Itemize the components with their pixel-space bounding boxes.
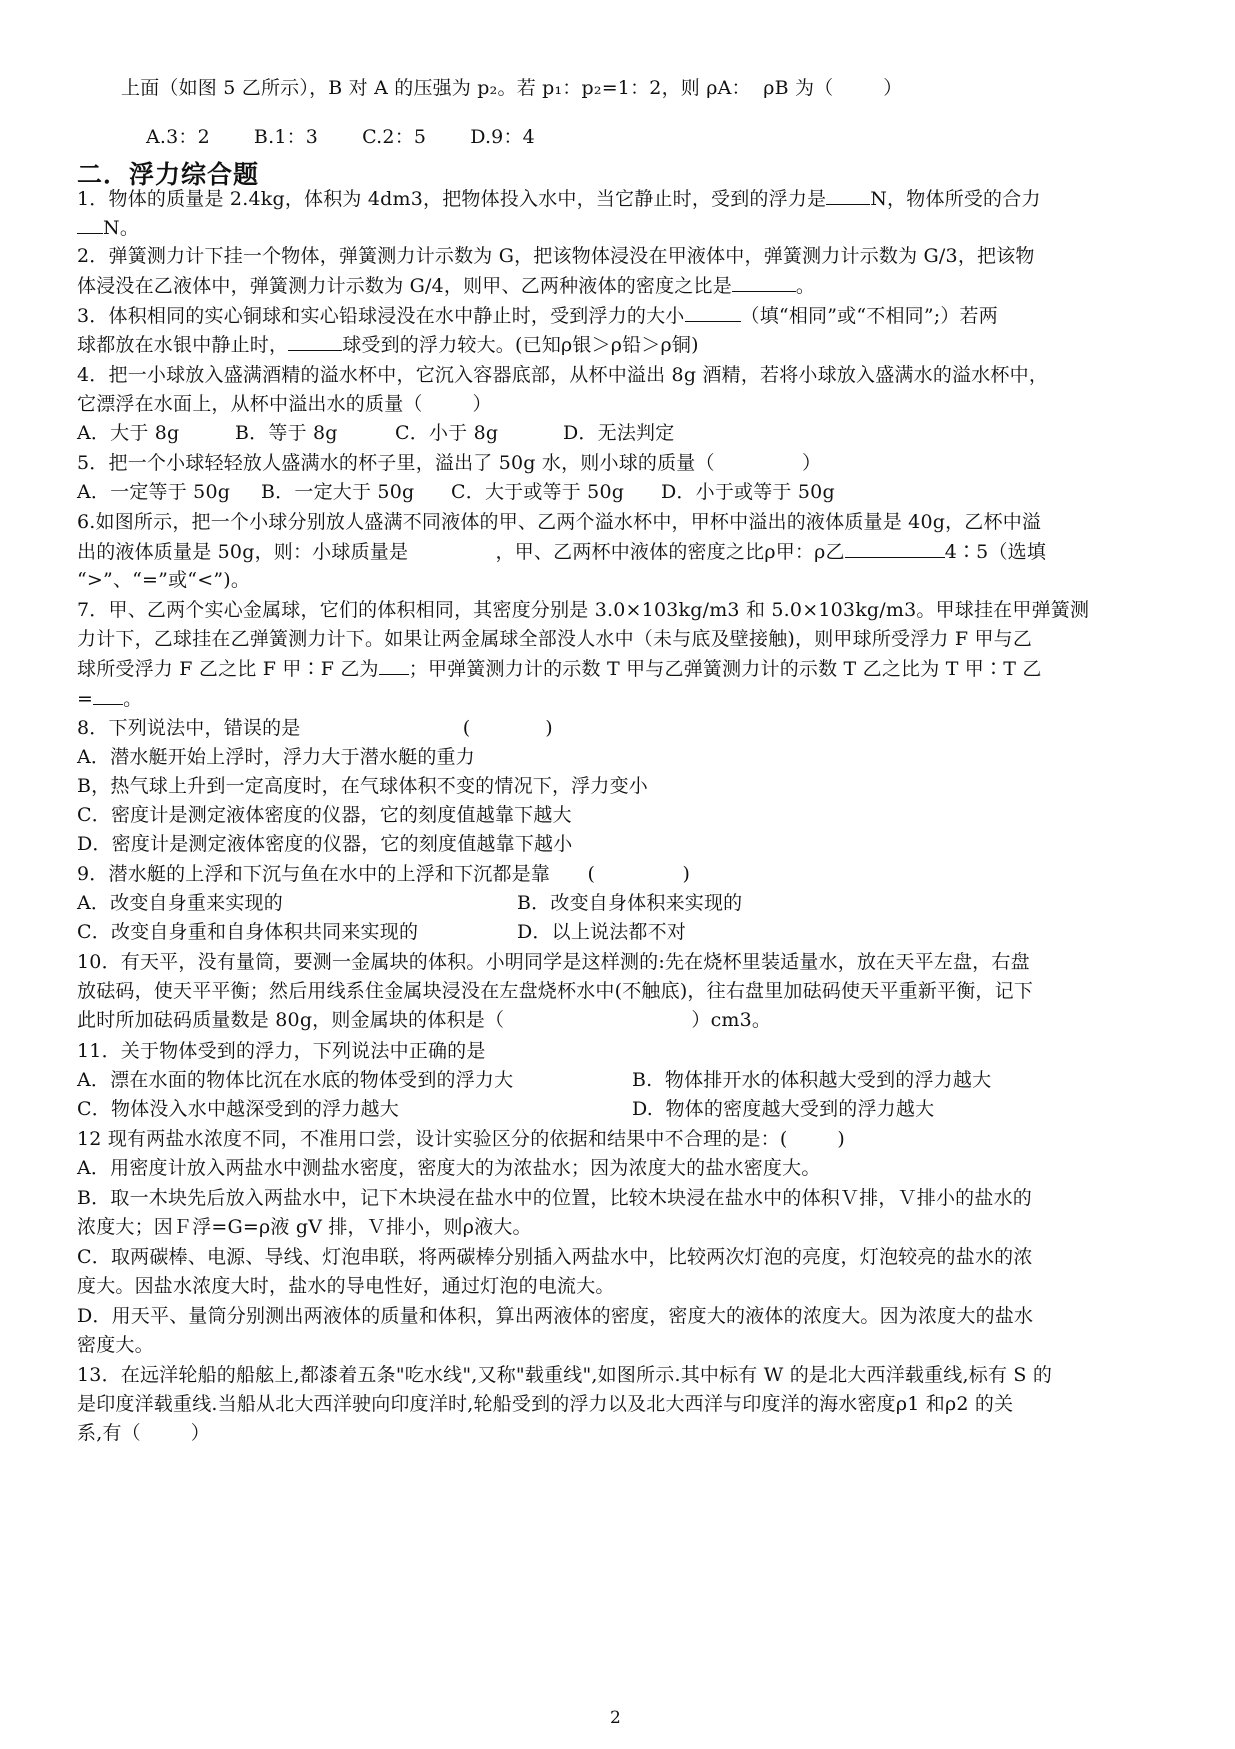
option-c: C．改变自身重和自身体积共同来实现的 <box>77 921 419 943</box>
q6-line3: “>”、“=”或“<”)。 <box>77 569 251 591</box>
answer-blank <box>77 215 103 234</box>
q8-option-d: D．密度计是测定液体密度的仪器，它的刻度值越靠下越小 <box>77 833 573 855</box>
prev-question-text: 上面（如图 5 乙所示），B 对 A 的压强为 p₂。若 p₁：p₂=1：2，则 ρA： ρB 为（ ） <box>121 77 903 99</box>
q9-options-row1 <box>77 891 742 915</box>
q12-option-c-line2: 度大。因盐水浓度大时，盐水的导电性好，通过灯泡的电流大。 <box>77 1275 615 1297</box>
q11-options-row1 <box>77 1068 991 1092</box>
option-a: A．大于 8g <box>77 422 180 444</box>
option-d: D．无法判定 <box>563 422 675 444</box>
q6-line2: 出的液体质量是 50g，则：小球质量是 ，甲、乙两杯中液体的密度之比ρ甲：ρ乙 4∶5（选填 <box>77 541 1047 563</box>
q9-options-row2 <box>77 920 686 944</box>
option-c: C．小于 8g <box>395 422 499 444</box>
q11-options-row2 <box>77 1097 934 1121</box>
q12-option-c-line1: C．取两碳棒、电源、导线、灯泡串联，将两碳棒分别插入两盐水中，比较两次灯泡的亮度，灯泡较亮的盐水的浓 <box>77 1246 1033 1268</box>
q1-line2: N。 <box>77 215 139 240</box>
q9-line1: 9．潜水艇的上浮和下沉与鱼在水中的上浮和下沉都是靠 ( ) <box>77 863 691 885</box>
option-a: A．漂在水面的物体比沉在水底的物体受到的浮力大 <box>77 1069 514 1091</box>
q6-line1: 6.如图所示，把一个小球分别放人盛满不同液体的甲、乙两个溢水杯中，甲杯中溢出的液体质量是 40g，乙杯中溢 <box>77 511 1042 533</box>
answer-blank <box>685 303 741 322</box>
q4-options <box>77 421 674 445</box>
option-b: B．等于 8g <box>235 422 338 444</box>
q5-options <box>77 480 835 504</box>
q7-line4: = 。 <box>77 688 143 710</box>
q2-line1: 2．弹簧测力计下挂一个物体，弹簧测力计示数为 G，把该物体浸没在甲液体中，弹簧测力计示数为 G/3，把该物 <box>77 245 1035 267</box>
option-a: A．一定等于 50g <box>77 481 231 503</box>
q13-line2: 是印度洋载重线.当船从北大西洋驶向印度洋时,轮船受到的浮力以及北大西洋与印度洋的海水密度ρ1 和ρ2 的关 <box>77 1393 1014 1415</box>
option-b: B.1：3 <box>253 126 319 148</box>
option-d: D．以上说法都不对 <box>517 921 687 943</box>
q13-line3: 系,有（ ） <box>77 1422 210 1444</box>
q1-line1: 1．物体的质量是 2.4kg，体积为 4dm3，把物体投入水中，当它静止时，受到的浮力是 N，物体所受的合力 <box>77 188 1041 210</box>
page-number: 2 <box>610 1708 621 1728</box>
section-title: 二．浮力综合题 <box>77 160 260 189</box>
option-c: C.2：5 <box>362 126 427 148</box>
q10-line3: 此时所加砝码质量数是 80g，则金属块的体积是（ ）cm3。 <box>77 1009 772 1031</box>
q12-option-b-line2: 浓度大；因Ｆ浮=G=ρ液 gV 排，Ｖ排小，则ρ液大。 <box>77 1216 532 1238</box>
q11-line1: 11．关于物体受到的浮力，下列说法中正确的是 <box>77 1040 486 1062</box>
q5-line1: 5．把一个小球轻轻放人盛满水的杯子里，溢出了 50g 水，则小球的质量（ ） <box>77 452 822 474</box>
q4-line2: 它漂浮在水面上，从杯中溢出水的质量（ ） <box>77 393 492 415</box>
q8-option-b: B，热气球上升到一定高度时，在气球体积不变的情况下，浮力变小 <box>77 775 648 797</box>
option-c: C．物体没入水中越深受到的浮力越大 <box>77 1098 399 1120</box>
option-b: B．一定大于 50g <box>261 481 415 503</box>
q12-option-a: A．用密度计放入两盐水中测盐水密度，密度大的为浓盐水；因为浓度大的盐水密度大。 <box>77 1157 821 1179</box>
option-b: B．改变自身体积来实现的 <box>517 892 743 914</box>
option-d: D. 物体的密度越大受到的浮力越大 <box>632 1098 935 1120</box>
q12-option-b-line1: B．取一木块先后放入两盐水中，记下木块浸在盐水中的位置，比较木块浸在盐水中的体积Ｖ排，Ｖ排小的盐水的 <box>77 1187 1032 1209</box>
q7-line2: 力计下，乙球挂在乙弹簧测力计下。如果让两金属球全部没人水中（未与底及壁接触)，则甲球所受浮力 F 甲与乙 <box>77 628 1033 650</box>
q8-option-a: A．潜水艇开始上浮时，浮力大于潜水艇的重力 <box>77 746 475 768</box>
q8-option-c: C．密度计是测定液体密度的仪器，它的刻度值越靠下越大 <box>77 804 572 826</box>
q4-line1: 4．把一小球放入盛满酒精的溢水杯中，它沉入容器底部，从杯中溢出 8g 酒精，若将小球放入盛满水的溢水杯中， <box>77 364 1049 386</box>
option-d: D．小于或等于 50g <box>661 481 835 503</box>
answer-blank <box>288 332 342 351</box>
q12-option-d-line1: D．用天平、量筒分别测出两液体的质量和体积，算出两液体的密度，密度大的液体的浓度大。因为浓度大的盐水 <box>77 1305 1034 1327</box>
q7-line1: 7．甲、乙两个实心金属球，它们的体积相同，其密度分别是 3.0×103kg/m3 和 5.0×103kg/m3。甲球挂在甲弹簧测 <box>77 599 1090 621</box>
option-a: A.3：2 <box>145 126 210 148</box>
option-c: C．大于或等于 50g <box>451 481 625 503</box>
answer-blank <box>732 273 796 292</box>
option-d: D.9：4 <box>470 126 535 148</box>
q12-line1: 12 现有两盐水浓度不同，不准用口尝，设计实验区分的依据和结果中不合理的是：( ) <box>77 1128 845 1150</box>
q3-line2: 球都放在水银中静止时， 球受到的浮力较大。(已知ρ银＞ρ铅＞ρ铜) <box>77 334 699 356</box>
answer-blank <box>845 539 945 558</box>
answer-blank <box>93 686 123 705</box>
q2-line2: 体浸没在乙液体中，弹簧测力计示数为 G/4，则甲、乙两种液体的密度之比是 。 <box>77 275 816 297</box>
q8-line1: 8．下列说法中，错误的是 ( ) <box>77 717 553 739</box>
q7-line3: 球所受浮力 F 乙之比 F 甲∶F 乙为 ；甲弹簧测力计的示数 T 甲与乙弹簧测力计的示数 T 乙之比为 T 甲∶T 乙 <box>77 658 1042 680</box>
q12-option-d-line2: 密度大。 <box>77 1334 154 1356</box>
q13-line1: 13．在远洋轮船的船舷上,都漆着五条"吃水线",又称"载重线",如图所示.其中标有 W 的是北大西洋载重线,标有 S 的 <box>77 1364 1053 1386</box>
answer-blank <box>826 186 870 205</box>
option-a: A．改变自身重来实现的 <box>77 892 283 914</box>
answer-blank <box>379 656 409 675</box>
option-b: B. 物体排开水的体积越大受到的浮力越大 <box>632 1069 992 1091</box>
q3-line1: 3．体积相同的实心铜球和实心铅球浸没在水中静止时，受到浮力的大小 （填“相同”或“不相同”;）若两 <box>77 305 998 327</box>
q10-line1: 10．有天平，没有量筒，要测一金属块的体积。小明同学是这样测的:先在烧杯里装适量水，放在天平左盘，右盘 <box>77 951 1030 973</box>
q10-line2: 放砝码，使天平平衡；然后用线系住金属块浸没在左盘烧杯水中(不触底)，往右盘里加砝码使天平重新平衡，记下 <box>77 980 1034 1002</box>
